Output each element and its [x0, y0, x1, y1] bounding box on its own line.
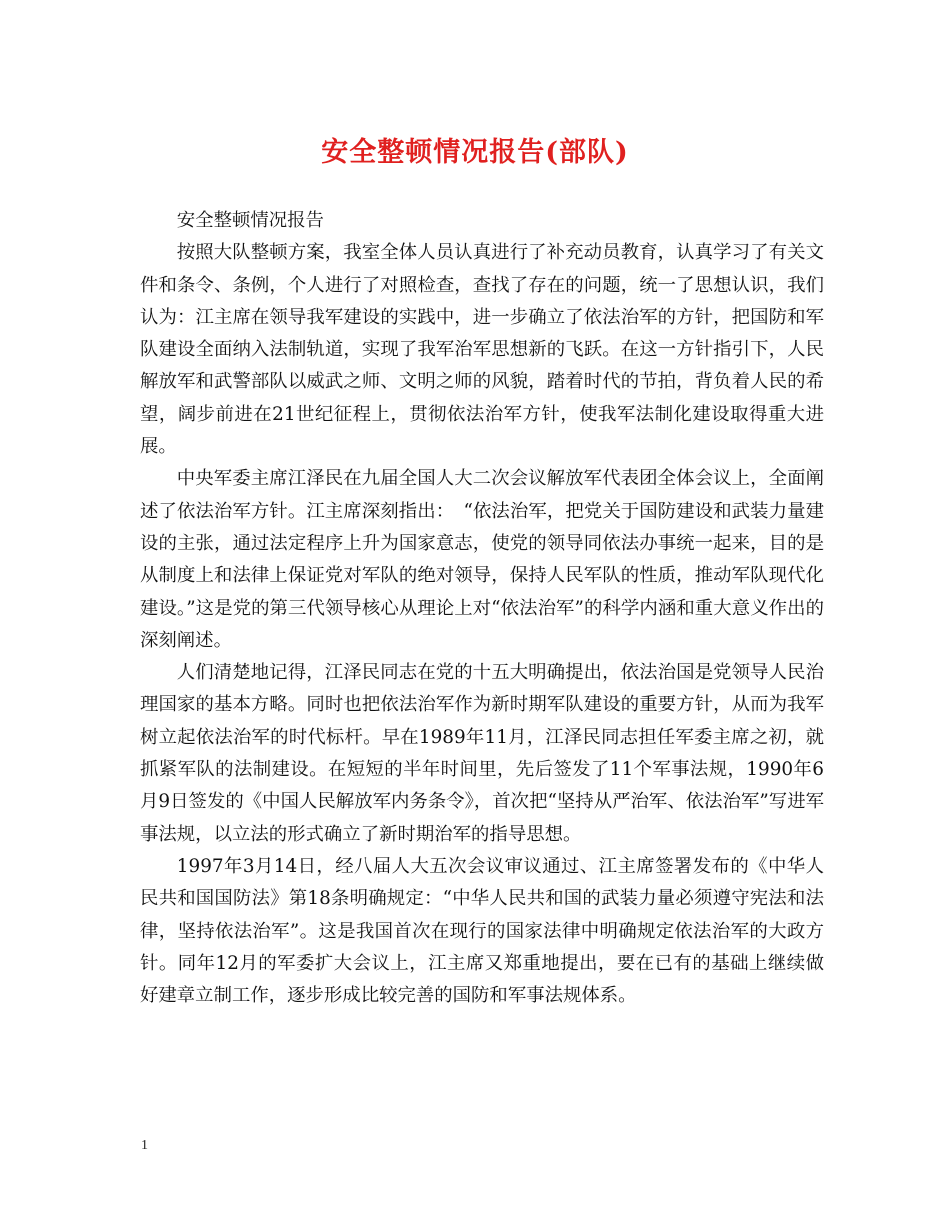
- paragraph: 按照大队整顿方案，我室全体人员认真进行了补充动员教育，认真学习了有关文件和条令、条例，个人进行了对照检查，查找了存在的问题，统一了思想认识，我们认为：江主席在领导我军建设的实践中，进一步确立了依法治军的方针，把国防和军队建设全面纳入法制轨道，实现了我军治军思想新的飞跃。在这一方针指引下，人民解放军和武警部队以威武之师、文明之师的风貌，踏着时代的节拍，背负着人民的希望，阔步前进在21世纪征程上，贯彻依法治军方针，使我军法制化建设取得重大进展。: [140, 242, 824, 458]
- paragraph: 中央军委主席江泽民在九届全国人大二次会议解放军代表团全体会议上，全面阐述了依法治军方针。江主席深刻指出： “依法治军，把党关于国防建设和武装力量建设的主张，通过法定程序上升为国家意志，使党的领导同依法办事统一起来，目的是从制度上和法律上保证党对军队的绝对领导，保持人民军队的性质，推动军队现代化建设。”这是党的第三代领导核心从理论上对“依法治军”的科学内涵和重大意义作出的深刻阐述。: [140, 468, 824, 651]
- paragraph-subtitle: 安全整顿情况报告: [176, 210, 324, 231]
- page-number: 1: [141, 1138, 148, 1153]
- paragraph: 人们清楚地记得，江泽民同志在党的十五大明确提出，依法治国是党领导人民治理国家的基本方略。同时也把依法治军作为新时期军队建设的重要方针，从而为我军树立起依法治军的时代标杆。早在1989年11月，江泽民同志担任军委主席之初，就抓紧军队的法制建设。在短短的半年时间里，先后签发了11个军事法规，1990年6月9日签发的《中国人民解放军内务条令》，首次把“坚持从严治军、依法治军”写进军事法规，以立法的形式确立了新时期治军的指导思想。: [140, 662, 824, 845]
- document-body: [140, 205, 824, 1012]
- paragraph: 1997年3月14日，经八届人大五次会议审议通过、江主席签署发布的《中华人民共和国国防法》第18条明确规定：“中华人民共和国的武装力量必须遵守宪法和法律，坚持依法治军”。这是我国首次在现行的国家法律中明确规定依法治军的大政方针。同年12月的军委扩大会议上，江主席又郑重地提出，要在已有的基础上继续做好建章立制工作，逐步形成比较完善的国防和军事法规体系。: [140, 855, 824, 1007]
- document-title: 安全整顿情况报告(部队): [321, 137, 629, 168]
